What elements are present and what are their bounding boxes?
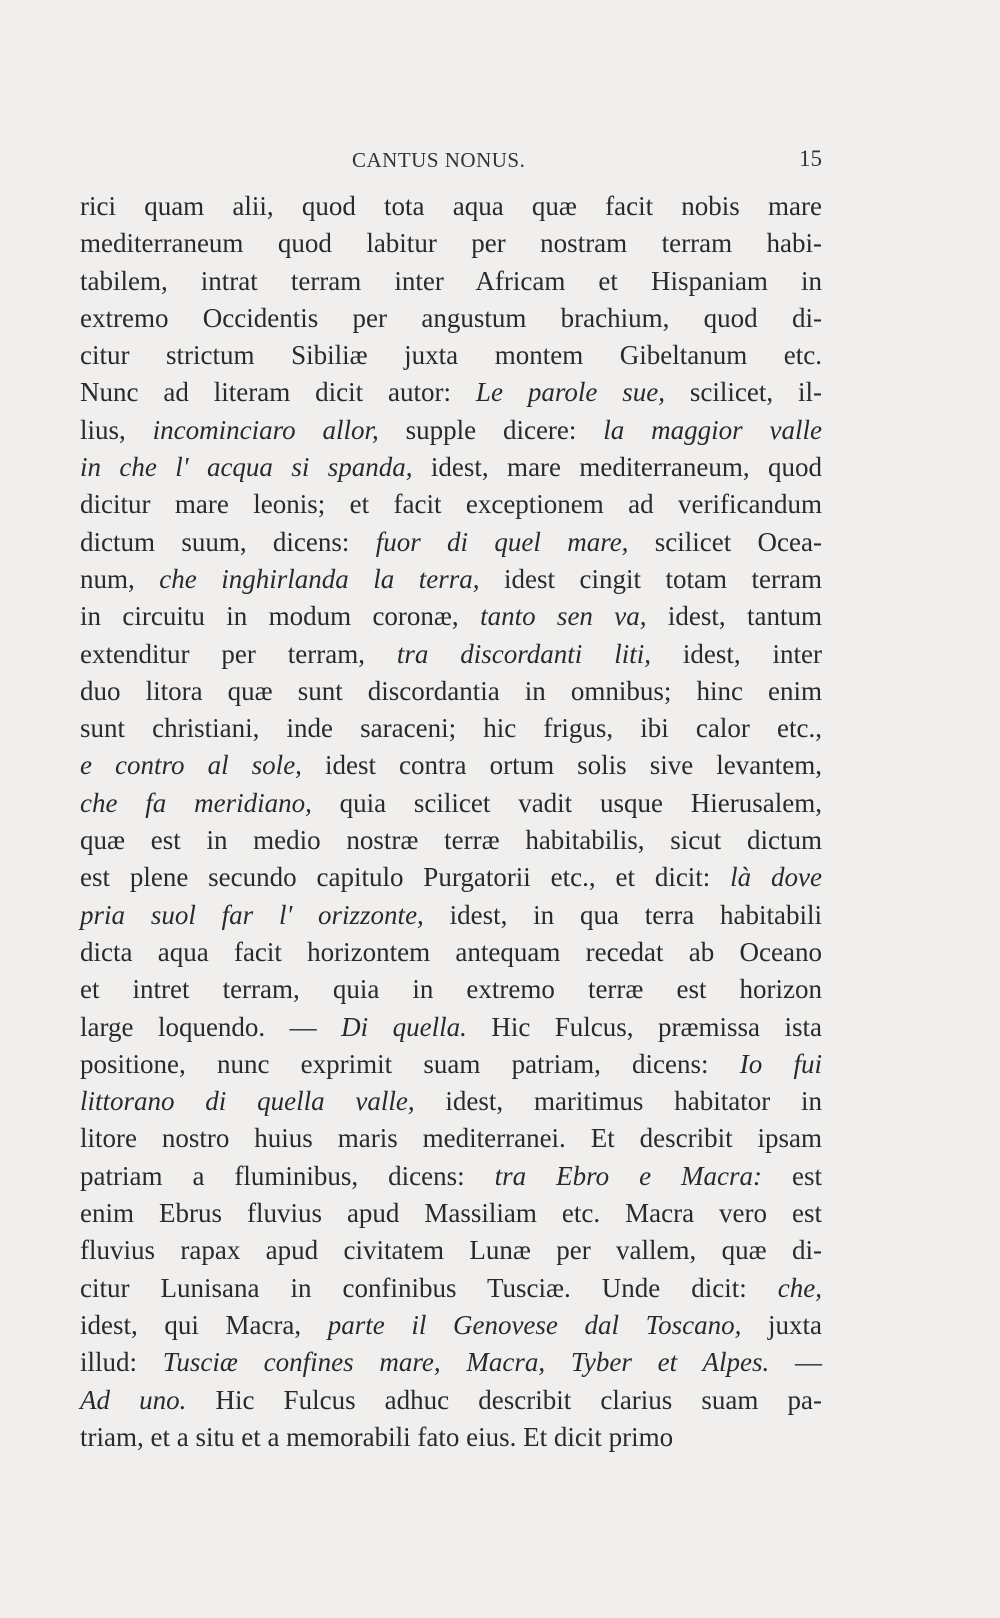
text-line xyxy=(80,934,822,971)
text-run: extenditur per terram, xyxy=(80,638,397,669)
italic-quotation: Io fui xyxy=(739,1048,822,1079)
text-run: enim Ebrus fluvius apud Massiliam etc. Macra vero est xyxy=(80,1198,822,1229)
italic-quotation: là dove xyxy=(730,862,822,893)
text-line xyxy=(80,971,822,1008)
text-run: idest, inter xyxy=(650,638,822,669)
running-title: CANTUS NONUS. xyxy=(352,148,526,172)
italic-quotation: pria suol far l' orizzonte, xyxy=(80,899,424,930)
text-line xyxy=(80,1307,822,1344)
text-line xyxy=(80,486,822,523)
text-line xyxy=(80,822,822,859)
text-run: idest, tantum xyxy=(646,601,823,632)
text-line xyxy=(80,1120,822,1157)
text-run: in circuitu in modum coronæ, xyxy=(80,601,481,632)
text-run: dicta aqua facit horizontem antequam recedat ab Oceano xyxy=(80,936,822,967)
text-line xyxy=(80,449,822,486)
text-run: mediterraneum quod labitur per nostram terram habi- xyxy=(80,228,822,259)
text-line xyxy=(80,1158,822,1195)
text-line xyxy=(80,897,822,934)
text-line xyxy=(80,337,822,374)
italic-quotation: littorano di quella valle, xyxy=(80,1086,415,1117)
text-line xyxy=(80,412,822,449)
text-line xyxy=(80,1419,822,1456)
text-run: supple dicere: xyxy=(378,414,604,445)
italic-quotation: che, xyxy=(777,1272,822,1303)
text-line xyxy=(80,636,822,673)
text-run: — xyxy=(769,1347,823,1378)
text-line xyxy=(80,1344,822,1381)
text-line xyxy=(80,225,822,262)
text-run: scilicet Ocea- xyxy=(628,526,822,557)
italic-quotation: tanto sen va, xyxy=(480,601,647,632)
text-run: citur Lunisana in confinibus Tusciæ. Unde dicit: xyxy=(80,1272,778,1303)
text-line xyxy=(80,374,822,411)
italic-quotation: che fa meridiano, xyxy=(80,787,312,818)
text-run: idest contra ortum solis sive levantem, xyxy=(301,750,822,781)
italic-quotation: in che l' acqua si spanda, xyxy=(80,452,413,483)
text-line xyxy=(80,1009,822,1046)
text-run: tabilem, intrat terram inter Africam et Hispaniam in xyxy=(80,265,822,296)
text-line xyxy=(80,598,822,635)
text-line xyxy=(80,859,822,896)
text-run: num, xyxy=(80,563,160,594)
running-head xyxy=(80,142,822,182)
text-line xyxy=(80,300,822,337)
italic-quotation: parte il Genovese dal Toscano, xyxy=(327,1309,742,1340)
text-line xyxy=(80,524,822,561)
text-run: et intret terram, quia in extremo terræ est horizon xyxy=(80,974,822,1005)
text-run: quæ est in medio nostræ terræ habitabilis, sicut dictum xyxy=(80,825,822,856)
italic-quotation: la maggior valle xyxy=(603,414,822,445)
text-run: idest, qui Macra, xyxy=(80,1309,328,1340)
text-run: litore nostro huius maris mediterranei. Et describit ipsam xyxy=(80,1123,822,1154)
text-line xyxy=(80,1270,822,1307)
text-run: dicitur mare leonis; et facit exceptionem ad verificandum xyxy=(80,489,822,520)
text-run: duo litora quæ sunt discordantia in omnibus; hinc enim xyxy=(80,675,822,706)
text-run: positione, nunc exprimit suam patriam, dicens: xyxy=(80,1048,740,1079)
text-line xyxy=(80,1382,822,1419)
italic-quotation: che inghirlanda la terra, xyxy=(159,563,480,594)
text-line xyxy=(80,710,822,747)
text-line xyxy=(80,1046,822,1083)
text-run: scilicet, il- xyxy=(664,377,822,408)
italic-quotation: incominciaro allor, xyxy=(152,414,379,445)
text-run: triam, et a situ et a memorabili fato eius. Et dicit primo xyxy=(80,1421,674,1452)
text-run: large loquendo. — xyxy=(80,1011,342,1042)
page-number: 15 xyxy=(799,146,822,171)
text-run: Nunc ad literam dicit autor: xyxy=(80,377,476,408)
text-run: est plene secundo capitulo Purgatorii etc., et dicit: xyxy=(80,862,731,893)
text-line xyxy=(80,188,822,225)
text-run: est xyxy=(762,1160,822,1191)
text-run: Hic Fulcus adhuc describit clarius suam pa- xyxy=(186,1384,822,1415)
text-run: idest, maritimus habitator in xyxy=(414,1086,822,1117)
italic-quotation: Le parole sue, xyxy=(475,377,665,408)
italic-quotation: e contro al sole, xyxy=(80,750,302,781)
text-run: rici quam alii, quod tota aqua quæ facit nobis mare xyxy=(80,191,822,221)
text-line xyxy=(80,673,822,710)
text-line xyxy=(80,1232,822,1269)
text-run: idest, mare mediterraneum, quod xyxy=(412,452,822,483)
text-run: Hic Fulcus, præmissa ista xyxy=(466,1011,822,1042)
text-line xyxy=(80,785,822,822)
text-run: lius, xyxy=(80,414,153,445)
text-line xyxy=(80,263,822,300)
text-run: idest cingit totam terram xyxy=(479,563,822,594)
italic-quotation: fuor di quel mare, xyxy=(375,526,629,557)
text-line xyxy=(80,747,822,784)
text-run: extremo Occidentis per angustum brachium, quod di- xyxy=(80,302,822,333)
text-run: dictum suum, dicens: xyxy=(80,526,376,557)
text-run: illud: xyxy=(80,1347,163,1378)
text-run: fluvius rapax apud civitatem Lunæ per vallem, quæ di- xyxy=(80,1235,822,1266)
text-run: juxta xyxy=(741,1309,822,1340)
italic-quotation: Ad uno. xyxy=(80,1384,187,1415)
text-line xyxy=(80,561,822,598)
text-run: patriam a fluminibus, dicens: xyxy=(80,1160,495,1191)
body-text xyxy=(80,188,822,1456)
italic-quotation: tra discordanti liti, xyxy=(396,638,651,669)
text-run: citur strictum Sibiliæ juxta montem Gibeltanum etc. xyxy=(80,340,822,371)
text-run: quia scilicet vadit usque Hierusalem, xyxy=(311,787,822,818)
italic-quotation: tra Ebro e Macra: xyxy=(494,1160,763,1191)
text-line xyxy=(80,1195,822,1232)
italic-quotation: Tusciæ confines mare, Macra, Tyber et Alpes. xyxy=(162,1347,770,1378)
text-run: idest, in qua terra habitabili xyxy=(423,899,823,930)
italic-quotation: Di quella. xyxy=(341,1011,467,1042)
text-run: sunt christiani, inde saraceni; hic frigus, ibi calor etc., xyxy=(80,713,822,744)
text-line xyxy=(80,1083,822,1120)
